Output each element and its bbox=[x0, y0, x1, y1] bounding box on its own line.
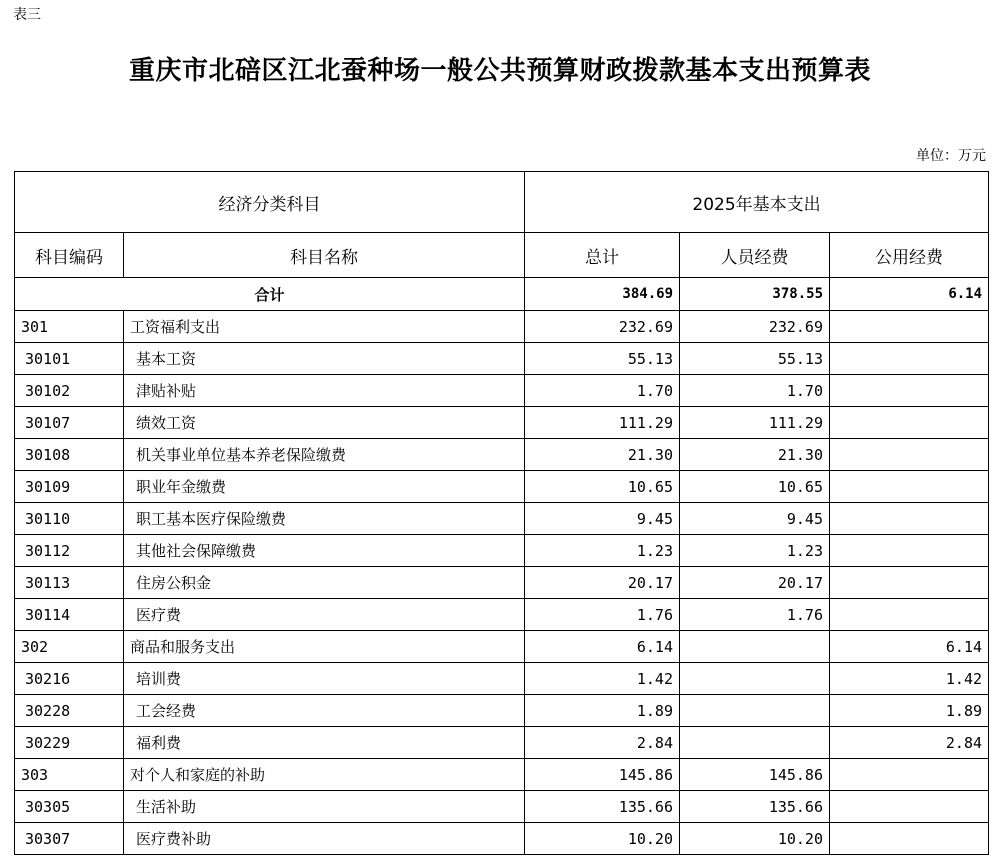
cell-total: 111.29 bbox=[525, 407, 680, 439]
header-row-group bbox=[15, 172, 989, 233]
table-row bbox=[15, 535, 989, 567]
cell-public bbox=[830, 343, 989, 375]
cell-public bbox=[830, 503, 989, 535]
cell-public: 1.42 bbox=[830, 663, 989, 695]
cell-code: 30113 bbox=[15, 567, 124, 599]
cell-code: 30110 bbox=[15, 503, 124, 535]
cell-personnel: 10.65 bbox=[680, 471, 830, 503]
cell-name: 绩效工资 bbox=[124, 407, 525, 439]
cell-personnel bbox=[680, 727, 830, 759]
cell-total: 6.14 bbox=[525, 631, 680, 663]
cell-code: 30307 bbox=[15, 823, 124, 855]
header-public: 公用经费 bbox=[830, 233, 989, 278]
cell-personnel: 145.86 bbox=[680, 759, 830, 791]
cell-name: 工会经费 bbox=[124, 695, 525, 727]
cell-personnel: 1.76 bbox=[680, 599, 830, 631]
header-personnel: 人员经费 bbox=[680, 233, 830, 278]
table-row bbox=[15, 503, 989, 535]
cell-name: 福利费 bbox=[124, 727, 525, 759]
table-row bbox=[15, 791, 989, 823]
cell-public bbox=[830, 439, 989, 471]
cell-name: 商品和服务支出 bbox=[124, 631, 525, 663]
cell-public: 1.89 bbox=[830, 695, 989, 727]
cell-total: 55.13 bbox=[525, 343, 680, 375]
total-total: 384.69 bbox=[525, 278, 680, 311]
cell-total: 145.86 bbox=[525, 759, 680, 791]
cell-code: 302 bbox=[15, 631, 124, 663]
header-name: 科目名称 bbox=[124, 233, 525, 278]
table-row bbox=[15, 599, 989, 631]
cell-code: 30305 bbox=[15, 791, 124, 823]
table-row bbox=[15, 663, 989, 695]
cell-personnel: 111.29 bbox=[680, 407, 830, 439]
table-row bbox=[15, 727, 989, 759]
page-title: 重庆市北碚区江北蚕种场一般公共预算财政拨款基本支出预算表 bbox=[128, 56, 871, 86]
cell-total: 2.84 bbox=[525, 727, 680, 759]
cell-personnel bbox=[680, 631, 830, 663]
cell-name: 生活补助 bbox=[124, 791, 525, 823]
cell-public bbox=[830, 759, 989, 791]
total-personnel: 378.55 bbox=[680, 278, 830, 311]
cell-total: 1.70 bbox=[525, 375, 680, 407]
cell-personnel bbox=[680, 663, 830, 695]
total-row bbox=[15, 278, 989, 311]
cell-personnel: 9.45 bbox=[680, 503, 830, 535]
cell-name: 培训费 bbox=[124, 663, 525, 695]
unit-label: 单位：万元 bbox=[916, 148, 986, 164]
cell-code: 30101 bbox=[15, 343, 124, 375]
header-year-group: 2025年基本支出 bbox=[525, 172, 989, 233]
cell-name: 医疗费补助 bbox=[124, 823, 525, 855]
table-row bbox=[15, 759, 989, 791]
cell-total: 232.69 bbox=[525, 311, 680, 343]
cell-public bbox=[830, 311, 989, 343]
cell-total: 1.89 bbox=[525, 695, 680, 727]
cell-total: 135.66 bbox=[525, 791, 680, 823]
cell-code: 30112 bbox=[15, 535, 124, 567]
cell-public bbox=[830, 823, 989, 855]
cell-personnel: 1.70 bbox=[680, 375, 830, 407]
cell-code: 30108 bbox=[15, 439, 124, 471]
cell-code: 30229 bbox=[15, 727, 124, 759]
table-row bbox=[15, 375, 989, 407]
cell-public: 2.84 bbox=[830, 727, 989, 759]
cell-personnel: 232.69 bbox=[680, 311, 830, 343]
cell-public bbox=[830, 535, 989, 567]
cell-code: 30228 bbox=[15, 695, 124, 727]
cell-total: 1.76 bbox=[525, 599, 680, 631]
total-public: 6.14 bbox=[830, 278, 989, 311]
cell-total: 10.20 bbox=[525, 823, 680, 855]
cell-name: 基本工资 bbox=[124, 343, 525, 375]
table-row bbox=[15, 311, 989, 343]
table-row bbox=[15, 631, 989, 663]
budget-table bbox=[14, 171, 989, 855]
cell-personnel: 10.20 bbox=[680, 823, 830, 855]
cell-name: 对个人和家庭的补助 bbox=[124, 759, 525, 791]
cell-name: 工资福利支出 bbox=[124, 311, 525, 343]
header-row-columns bbox=[15, 233, 989, 278]
cell-code: 30109 bbox=[15, 471, 124, 503]
cell-name: 机关事业单位基本养老保险缴费 bbox=[124, 439, 525, 471]
cell-name: 住房公积金 bbox=[124, 567, 525, 599]
cell-code: 30114 bbox=[15, 599, 124, 631]
cell-code: 30107 bbox=[15, 407, 124, 439]
cell-public bbox=[830, 407, 989, 439]
header-total: 总计 bbox=[525, 233, 680, 278]
table-row bbox=[15, 695, 989, 727]
cell-code: 30102 bbox=[15, 375, 124, 407]
total-label: 合计 bbox=[15, 278, 525, 311]
table-row bbox=[15, 567, 989, 599]
cell-name: 医疗费 bbox=[124, 599, 525, 631]
cell-total: 1.23 bbox=[525, 535, 680, 567]
cell-personnel: 135.66 bbox=[680, 791, 830, 823]
cell-code: 30216 bbox=[15, 663, 124, 695]
table-row bbox=[15, 343, 989, 375]
cell-name: 其他社会保障缴费 bbox=[124, 535, 525, 567]
table-row bbox=[15, 823, 989, 855]
table-row bbox=[15, 407, 989, 439]
cell-total: 1.42 bbox=[525, 663, 680, 695]
cell-public bbox=[830, 567, 989, 599]
table-row bbox=[15, 471, 989, 503]
table-number-label: 表三 bbox=[13, 7, 41, 23]
cell-personnel: 20.17 bbox=[680, 567, 830, 599]
cell-code: 303 bbox=[15, 759, 124, 791]
cell-personnel bbox=[680, 695, 830, 727]
cell-public bbox=[830, 599, 989, 631]
cell-personnel: 55.13 bbox=[680, 343, 830, 375]
header-category-group: 经济分类科目 bbox=[15, 172, 525, 233]
cell-code: 301 bbox=[15, 311, 124, 343]
cell-total: 20.17 bbox=[525, 567, 680, 599]
cell-public bbox=[830, 375, 989, 407]
table-row bbox=[15, 439, 989, 471]
cell-total: 10.65 bbox=[525, 471, 680, 503]
cell-total: 9.45 bbox=[525, 503, 680, 535]
cell-public bbox=[830, 471, 989, 503]
cell-personnel: 1.23 bbox=[680, 535, 830, 567]
cell-name: 职工基本医疗保险缴费 bbox=[124, 503, 525, 535]
header-code: 科目编码 bbox=[15, 233, 124, 278]
cell-personnel: 21.30 bbox=[680, 439, 830, 471]
cell-name: 职业年金缴费 bbox=[124, 471, 525, 503]
cell-name: 津贴补贴 bbox=[124, 375, 525, 407]
cell-public: 6.14 bbox=[830, 631, 989, 663]
cell-total: 21.30 bbox=[525, 439, 680, 471]
cell-public bbox=[830, 791, 989, 823]
